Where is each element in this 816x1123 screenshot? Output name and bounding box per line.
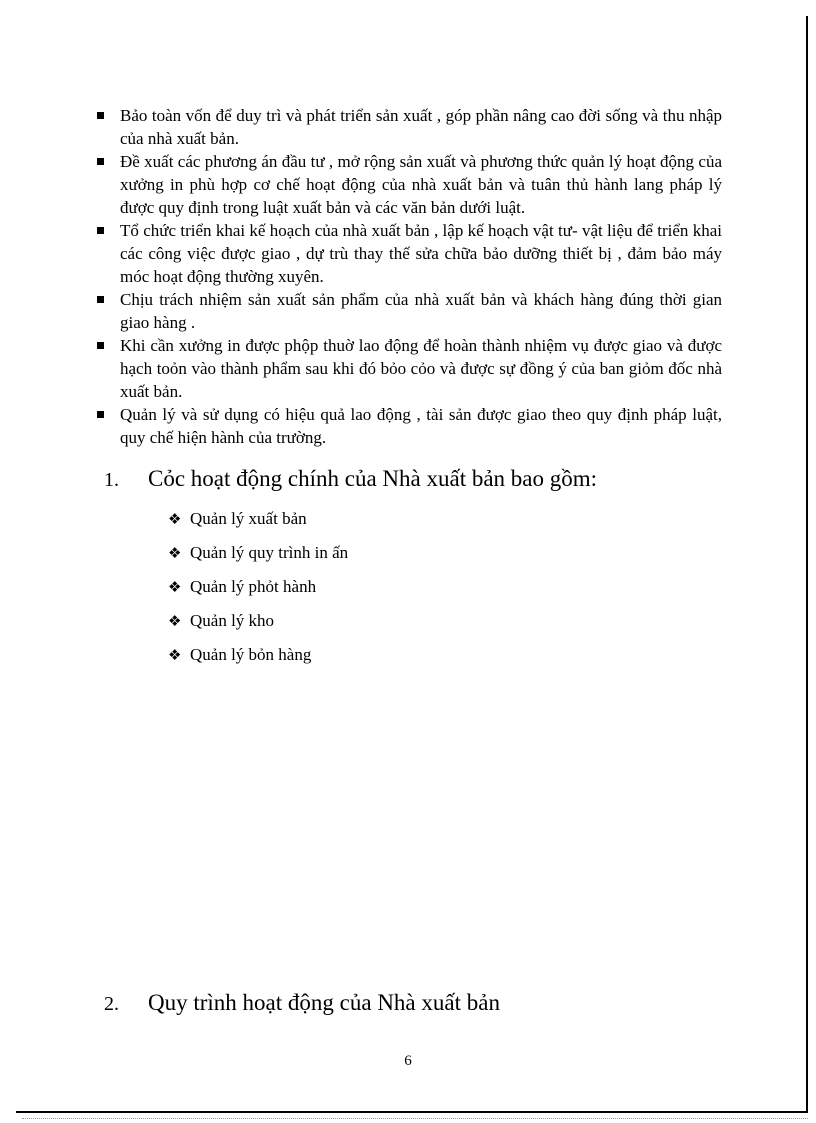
four-diamond-icon: ❖ [168, 612, 182, 630]
square-bullet-icon [97, 158, 104, 165]
section-title: Cỏc hoạt động chính của Nhà xuất bản bao gồm: [148, 466, 598, 491]
four-diamond-icon: ❖ [168, 544, 182, 562]
activity-label: Quản lý bỏn hàng [190, 645, 312, 664]
section-number: 2. [104, 993, 119, 1015]
duty-item [96, 288, 722, 334]
section-number: 1. [104, 469, 119, 491]
square-bullet-icon [97, 411, 104, 418]
duty-item [96, 219, 722, 288]
square-bullet-icon [97, 227, 104, 234]
duty-item [96, 334, 722, 403]
four-diamond-icon: ❖ [168, 646, 182, 664]
activity-label: Quản lý kho [190, 611, 275, 630]
section-heading-activities [104, 464, 597, 495]
four-diamond-icon: ❖ [168, 578, 182, 596]
duty-item [96, 150, 722, 219]
duty-text: Đề xuất các phương án đầu tư , mở rộng sản xuất và phương thức quản lý hoạt động của xưởng in phù hợp cơ chế hoạt động của nhà xuất bản và tuân thủ hành lang pháp lý được quy định trong luật xuất bản và các văn bản dưới luật. [120, 152, 722, 217]
activity-item [168, 610, 348, 644]
page-border-right [806, 16, 808, 1111]
section-title: Quy trình hoạt động của Nhà xuất bản [148, 990, 500, 1015]
duty-text: Quản lý và sử dụng có hiệu quả lao động , tài sản được giao theo quy định pháp luật, quy chế hiện hành của trường. [120, 405, 722, 447]
duty-item [96, 403, 722, 449]
activity-list [168, 508, 348, 678]
duty-text: Bảo toàn vốn để duy trì và phát triển sản xuất , góp phần nâng cao đời sống và thu nhập của nhà xuất bản. [120, 106, 722, 148]
square-bullet-icon [97, 112, 104, 119]
duty-list [96, 104, 722, 449]
square-bullet-icon [97, 296, 104, 303]
page-border-bottom [16, 1111, 808, 1113]
activity-label: Quản lý phỏt hành [190, 577, 317, 596]
duty-text: Tổ chức triển khai kế hoạch của nhà xuất bản , lập kế hoạch vật tư- vật liệu để triển khai các công việc được giao , dự trù thay thế sửa chữa bảo dưỡng thiết bị , đảm bảo máy móc hoạt động thường xuyên. [120, 221, 722, 286]
activity-label: Quản lý quy trình in ấn [190, 543, 349, 562]
activity-item [168, 576, 348, 610]
page-number: 6 [404, 1053, 412, 1069]
duty-text: Khi cần xưởng in được phộp thuờ lao động để hoàn thành nhiệm vụ được giao và được hạch toỏn vào thành phẩm sau khi đó bỏo cỏo và được sự đồng ý của ban giỏm đốc nhà xuất bản. [120, 336, 722, 401]
duty-text: Chịu trách nhiệm sản xuất sản phẩm của nhà xuất bản và khách hàng đúng thời gian giao hàng . [120, 290, 722, 332]
activity-item [168, 644, 348, 678]
activity-item [168, 542, 348, 576]
square-bullet-icon [97, 342, 104, 349]
four-diamond-icon: ❖ [168, 510, 182, 528]
activity-label: Quản lý xuất bản [190, 509, 307, 528]
duty-item [96, 104, 722, 150]
activity-item [168, 508, 348, 542]
page-break-line [22, 1118, 808, 1119]
section-heading-process [104, 988, 500, 1019]
